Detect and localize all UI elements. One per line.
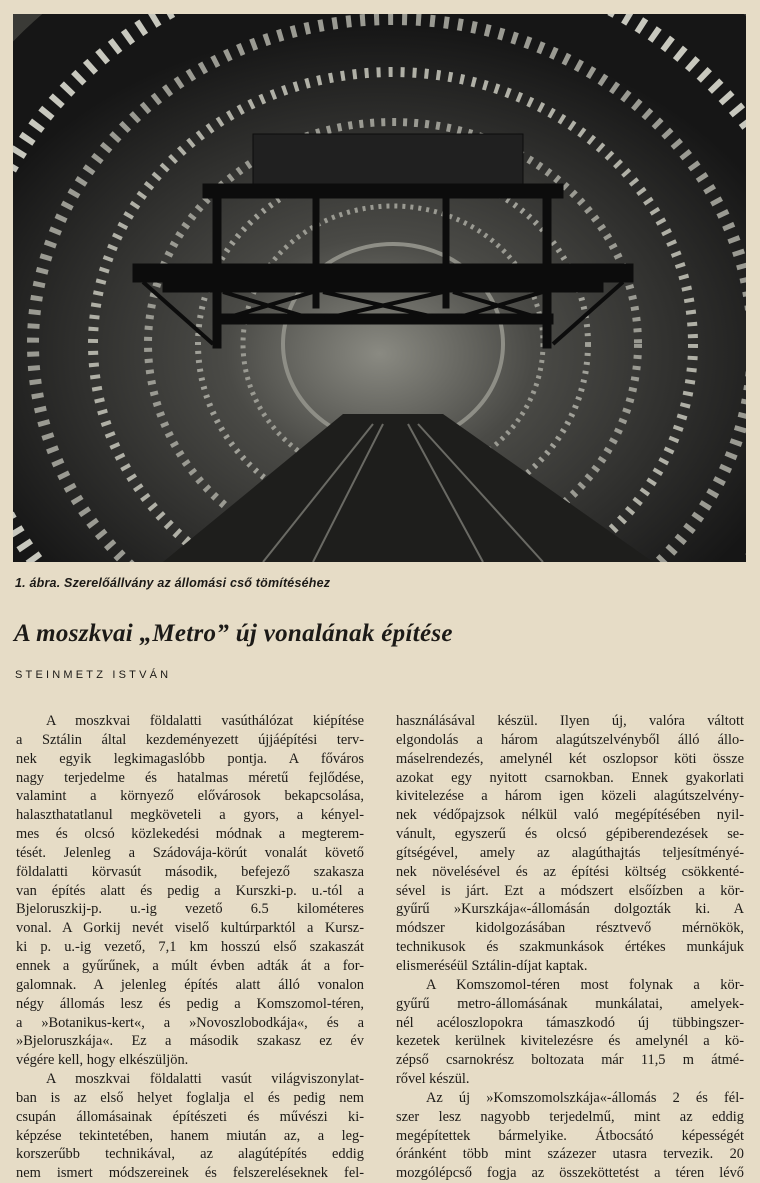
text-line: valamint a környező elővárosok bekapcsolása,	[16, 788, 364, 805]
text-line: gyűrű »Kurszkája«-állomásán dolgozták ki. A	[396, 901, 744, 918]
text-line: vonal. A Gorkij nevét viselő kultúrparktól a Kursz-	[16, 920, 364, 937]
text-line: halaszthatatlanul megköveteli a gyors, a kényel-	[16, 807, 364, 824]
text-line: kezetek kerülnek kivitelezésre és amelynél a kö-	[396, 1033, 744, 1050]
text-line: mes és olcsó közlekedési módnak a megterem-	[16, 826, 364, 843]
body-column-left	[16, 712, 364, 1183]
text-line: elgondolás a három alagútszelvényből álló állo-	[396, 731, 744, 748]
text-line: mozgólépcső fogja az összeköttetést a téren lévő	[396, 1165, 744, 1182]
text-line: kivitelezése a három igen közeli alagútszelvény-	[396, 788, 744, 805]
text-line: nek védőpajzsok nélkül való megépítésében nyil-	[396, 807, 744, 824]
tunnel-illustration	[13, 14, 746, 562]
text-line: zépső csarnokrész boltozata már 11,5 m átmé-	[396, 1052, 744, 1069]
text-line: A Komszomol-téren most folynak a kör-	[426, 976, 744, 993]
text-line: gyűrű metro-állomásának munkálatai, amelyek-	[396, 995, 744, 1012]
text-line: nagy terjedelme és hatalmas méretű fejlődése,	[16, 769, 364, 786]
text-line: elismeréséül Sztálin-díjat kaptak.	[396, 957, 588, 974]
text-line: van építés alatt és pedig a Kurszki-p. u.-tól a	[16, 882, 364, 899]
text-line: Bjeloruszkij-p. u.-ig vezető 6.5 kilométeres	[16, 901, 364, 918]
text-line: sével is járt. Ezt a módszert elsőízben a kör-	[396, 882, 744, 899]
text-line: szer lesz nagyobb terjedelmű, mint az eddig	[396, 1108, 744, 1125]
figure-caption: 1. ábra. Szerelőállvány az állomási cső tömítéséhez	[15, 576, 331, 590]
text-line: gítségével, amely az alagúthajtás teljesítményé-	[396, 844, 744, 861]
text-line: technikusok és szakmunkások értékes munkájuk	[396, 939, 744, 956]
text-line: rővel készül.	[396, 1071, 470, 1088]
text-line: máselrendezés, amelynél két oszlopsor köti össze	[396, 750, 744, 767]
tunnel-photo	[13, 14, 746, 562]
text-line: nem ismert módszereinek és felszereléseknek fel-	[16, 1165, 364, 1182]
text-line: a »Botanikus-kert«, a »Novoszlobodkája«, és a	[16, 1014, 364, 1031]
text-line: A moszkvai földalatti vasút világviszonylat-	[46, 1071, 364, 1088]
text-line: nél acéloszlopokra támaszkodó új tübbingszer-	[396, 1014, 744, 1031]
article-author: STEINMETZ ISTVÁN	[15, 669, 172, 681]
text-line: vánult, egyszerű és olcsó gépiberendezések se-	[396, 826, 744, 843]
text-line: használásával készül. Ilyen új, valóra váltott	[396, 713, 744, 729]
text-line: nek egyik legkimagaslóbb pontja. A főváros	[16, 750, 364, 767]
text-line: Az új »Komszomolszkája«-állomás 2 és fél-	[426, 1089, 744, 1106]
text-line: A moszkvai földalatti vasúthálózat kiépítése	[46, 713, 364, 729]
text-line: végére kell, hogy elkészüljön.	[16, 1052, 189, 1069]
text-line: földalatti körvasút második, befejező szakasza	[16, 863, 364, 880]
text-line: korszerűbb technikával, az alagútépítés eddig	[16, 1146, 364, 1163]
text-line: módszer kidolgozásában résztvevő mérnökök,	[396, 920, 744, 937]
text-line: óránként több mint százezer utasra tervezik. 20	[396, 1146, 744, 1163]
text-line: azokat egy nyitott csarnokban. Ennek gyakorlati	[396, 769, 744, 786]
text-line: »Bjeloruszkája«. Ez a második szakasz ez év	[16, 1033, 364, 1050]
text-line: ki p. u.-ig vezető, 7,1 km hosszú első szakaszát	[16, 939, 364, 956]
body-column-right	[396, 712, 744, 1183]
text-line: tését. Jelenleg a Szádovája-körút vonalát követő	[16, 844, 364, 861]
text-line: képzése tekintetében, hanem miután az, a leg-	[16, 1127, 364, 1144]
article-title: A moszkvai „Metro” új vonalának építése	[14, 620, 453, 647]
text-line: nek növelésével és az építési költség csökkenté-	[396, 863, 744, 880]
text-line: galomnak. A jelenleg építés alatt álló vonalon	[16, 976, 364, 993]
text-line: négy állomás lesz és pedig a Komszomol-téren,	[16, 995, 364, 1012]
text-line: csupán állomásainak építészeti és művészi ki-	[16, 1108, 364, 1125]
text-line: ban is az első helyet foglalja el és pedig nem	[16, 1089, 364, 1106]
text-line: megépítettek bármelyike. Átbocsátó képességét	[396, 1127, 744, 1144]
text-line: ennek a gyűrűnek, a múlt évben adták át a for-	[16, 957, 364, 974]
text-line: a Sztálin által kezdeményezett újjáépítési terv-	[16, 731, 364, 748]
